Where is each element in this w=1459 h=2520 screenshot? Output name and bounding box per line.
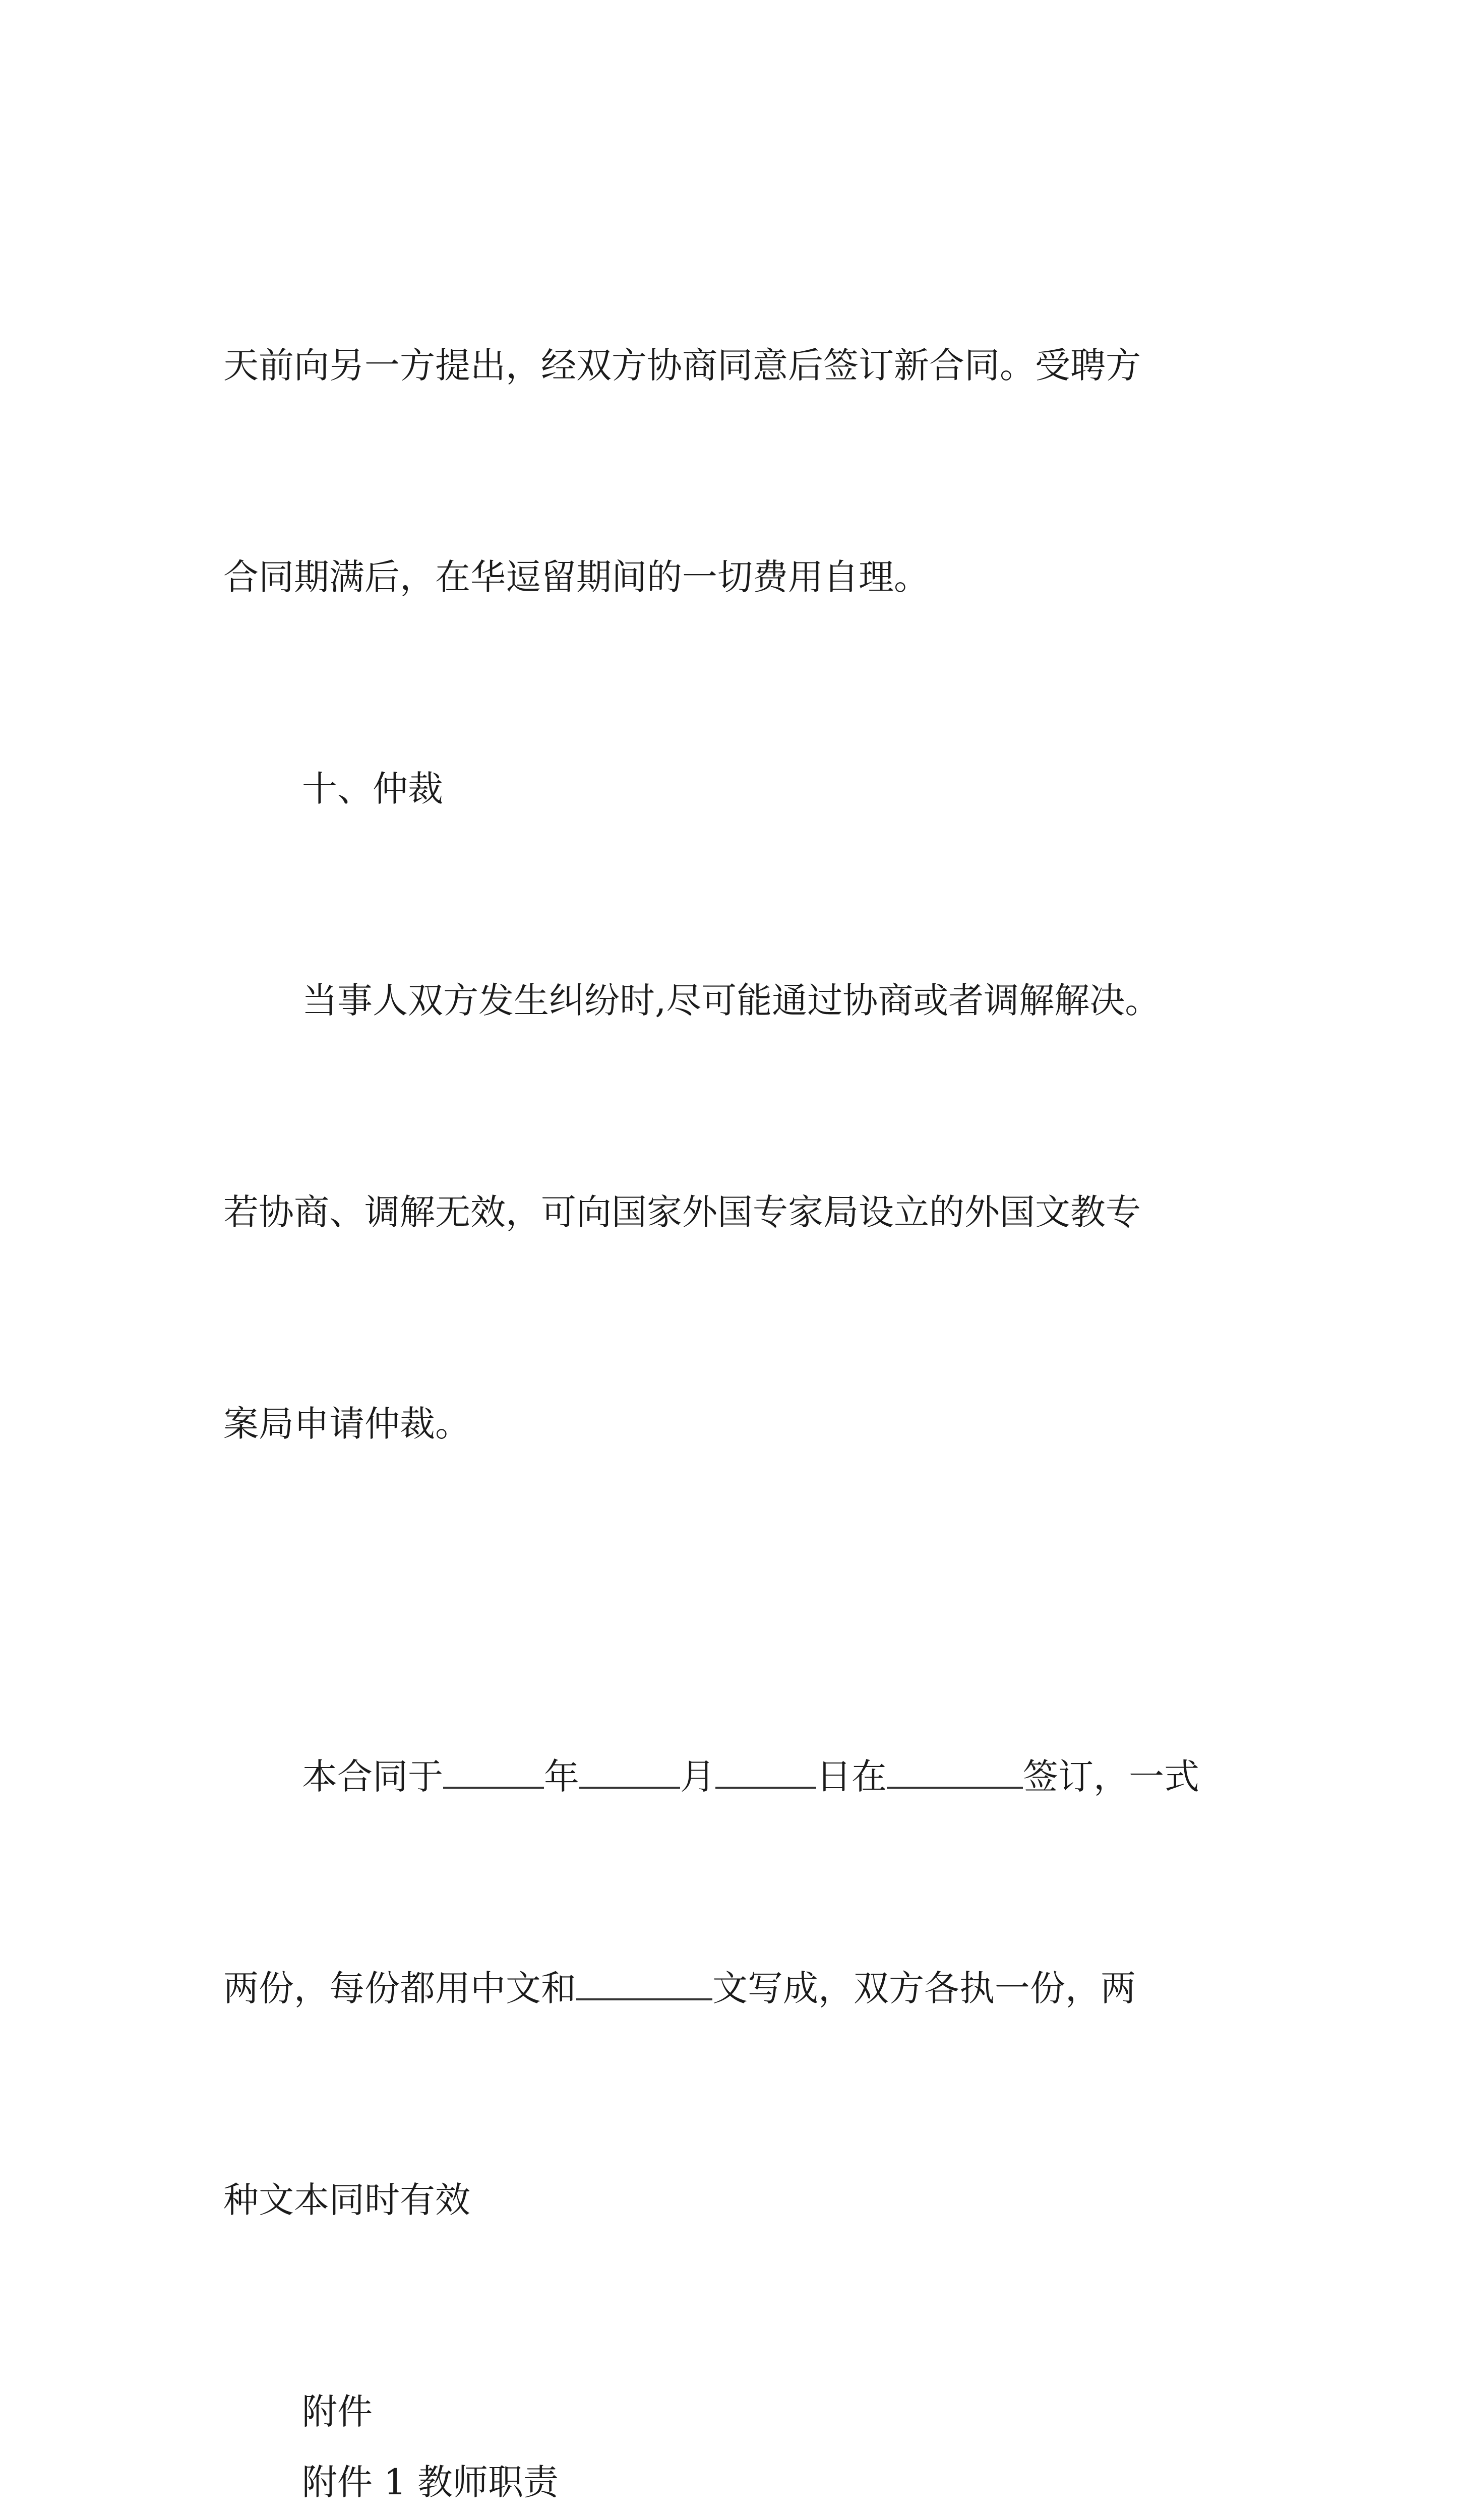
- text-fragment: 文写成，双方各执一份，两: [712, 1968, 1136, 2009]
- section-heading-arbitration: 十、仲裁: [302, 768, 443, 809]
- heading-appendix-1: 附件 1 教师职责: [302, 2462, 559, 2503]
- text-fragment: 日在: [816, 1756, 887, 1797]
- document-page: [223, 189, 1237, 2520]
- paragraph-arbitration: [223, 824, 1237, 1600]
- text-line: 案局申请仲裁。: [223, 1403, 470, 1444]
- text-line: 若协商、调解无效，可向国家外国专家局设立的外国文教专: [223, 1191, 1141, 1233]
- blank-year[interactable]: [443, 1755, 544, 1789]
- text-fragment: 两份，每份都用中文和: [223, 1968, 576, 2009]
- text-fragment: 年: [544, 1756, 579, 1797]
- text-line: 当事人双方发生纠纷时,尽可能通过协商或者调解解决。: [302, 980, 1161, 1021]
- paragraph-contract-renewal: [223, 189, 1237, 753]
- text-line: [223, 1741, 1237, 1812]
- text-line: 天前向另一方提出，经双方协商同意后签订新合同。受聘方: [223, 345, 1141, 386]
- blank-place[interactable]: [887, 1755, 1023, 1789]
- text-line: [223, 1953, 1237, 2024]
- blank-language[interactable]: [576, 1967, 712, 2000]
- text-fragment: 本合同于: [302, 1756, 443, 1797]
- text-line: 种文本同时有效: [223, 2179, 470, 2221]
- heading-appendix: 附件: [302, 2391, 373, 2432]
- paragraph-signing: [223, 1600, 1237, 2376]
- blank-day[interactable]: [715, 1755, 816, 1789]
- text-fragment: 签订，一式: [1023, 1756, 1199, 1797]
- text-fragment: 月: [680, 1756, 715, 1797]
- blank-month[interactable]: [579, 1755, 680, 1789]
- text-line: 合同期满后，在华逗留期间的一切费用自理。: [223, 556, 929, 598]
- paragraph-duty-1: [223, 2517, 1237, 2520]
